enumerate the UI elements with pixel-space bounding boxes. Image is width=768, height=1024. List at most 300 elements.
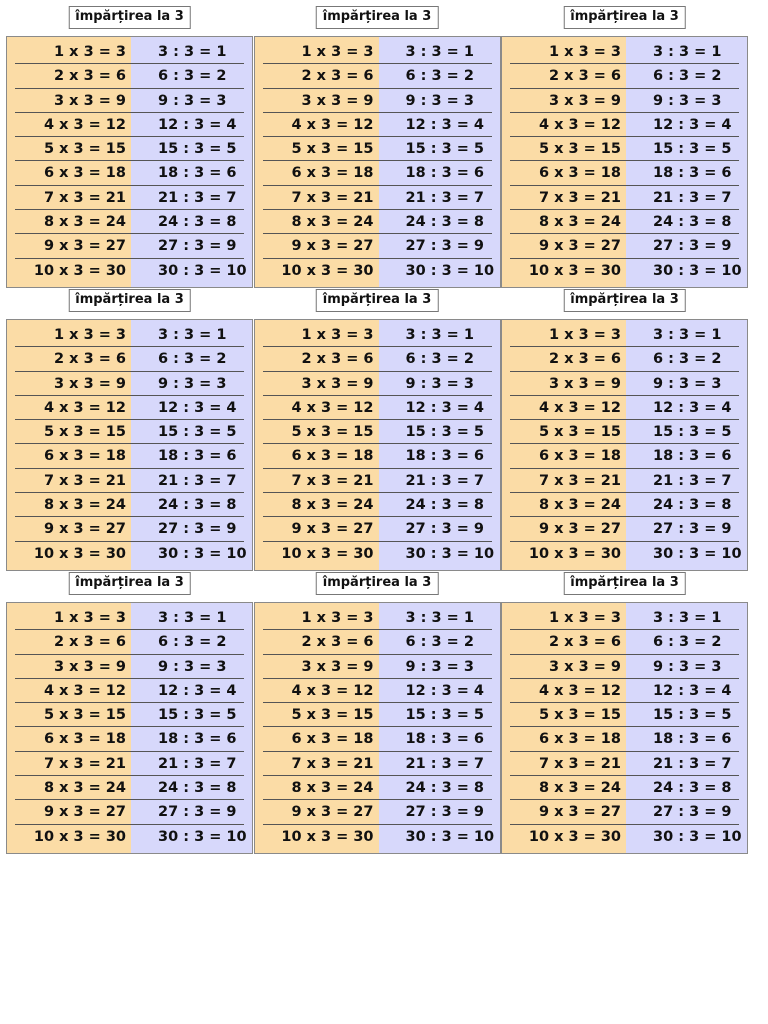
table-row (7, 630, 252, 654)
multiplication-fact: 4 x 3 = 12 (43, 399, 126, 416)
division-fact: 30 : 3 = 10 (653, 262, 742, 279)
multiplication-fact: 6 x 3 = 18 (43, 731, 126, 748)
division-fact: 6 : 3 = 2 (158, 68, 227, 85)
card-title: împărțirea la 3 (68, 289, 191, 312)
division-fact: 3 : 3 = 1 (405, 610, 474, 626)
division-fact: 3 : 3 = 1 (158, 610, 227, 626)
table-row (7, 606, 252, 630)
division-fact: 15 : 3 = 5 (158, 141, 237, 158)
table-row (255, 64, 500, 88)
multiplication-fact: 2 x 3 = 6 (301, 634, 374, 651)
division-fact: 15 : 3 = 5 (653, 424, 732, 441)
division-fact: 27 : 3 = 9 (158, 521, 237, 538)
table-row (255, 347, 500, 371)
multiplication-fact: 6 x 3 = 18 (291, 731, 374, 748)
table-row (502, 347, 747, 371)
division-fact: 3 : 3 = 1 (158, 327, 227, 343)
table-row (255, 776, 500, 800)
division-fact: 27 : 3 = 9 (405, 521, 484, 538)
multiplication-fact: 5 x 3 = 15 (291, 424, 374, 441)
multiplication-fact: 4 x 3 = 12 (291, 399, 374, 416)
division-fact: 9 : 3 = 3 (653, 375, 722, 392)
table-row (502, 234, 747, 258)
multiplication-fact: 6 x 3 = 18 (291, 165, 374, 182)
times-table (254, 319, 501, 571)
table-row (7, 234, 252, 258)
multiplication-fact: 2 x 3 = 6 (54, 351, 126, 368)
multiplication-fact: 4 x 3 = 12 (291, 682, 374, 699)
division-fact: 21 : 3 = 7 (653, 189, 732, 206)
multiplication-fact: 5 x 3 = 15 (538, 707, 621, 724)
division-fact: 6 : 3 = 2 (653, 634, 722, 651)
table-row (502, 493, 747, 517)
table-row (502, 186, 747, 210)
card-row (6, 566, 748, 849)
table-row (7, 703, 252, 727)
division-fact: 30 : 3 = 10 (405, 262, 495, 279)
division-fact: 18 : 3 = 6 (405, 731, 484, 748)
division-fact: 27 : 3 = 9 (653, 238, 732, 255)
multiplication-fact: 10 x 3 = 30 (528, 262, 621, 279)
division-fact: 24 : 3 = 8 (653, 497, 732, 514)
division-fact: 3 : 3 = 1 (158, 44, 227, 60)
table-row (502, 606, 747, 630)
multiplication-fact: 10 x 3 = 30 (281, 828, 374, 845)
table-row (255, 606, 500, 630)
division-fact: 27 : 3 = 9 (405, 238, 484, 255)
multiplication-fact: 3 x 3 = 9 (301, 658, 374, 675)
multiplication-fact: 1 x 3 = 3 (549, 327, 621, 343)
multiplication-fact: 8 x 3 = 24 (43, 497, 126, 514)
table-row (255, 234, 500, 258)
card-row (6, 283, 748, 566)
multiplication-fact: 1 x 3 = 3 (301, 327, 374, 343)
multiplication-fact: 4 x 3 = 12 (538, 399, 621, 416)
table-row (502, 727, 747, 751)
division-fact: 9 : 3 = 3 (405, 92, 474, 109)
table-row (502, 679, 747, 703)
table-row (502, 396, 747, 420)
multiplication-fact: 1 x 3 = 3 (301, 44, 374, 60)
times-table (6, 602, 253, 854)
division-fact: 18 : 3 = 6 (653, 448, 732, 465)
table-row (7, 396, 252, 420)
multiplication-fact: 10 x 3 = 30 (33, 262, 126, 279)
division-fact: 12 : 3 = 4 (158, 682, 237, 699)
division-fact: 9 : 3 = 3 (158, 375, 227, 392)
multiplication-fact: 8 x 3 = 24 (291, 214, 374, 231)
multiplication-fact: 4 x 3 = 12 (291, 116, 374, 133)
table-row (7, 752, 252, 776)
card-row (6, 0, 748, 283)
multiplication-fact: 1 x 3 = 3 (54, 44, 126, 60)
multiplication-fact: 3 x 3 = 9 (549, 92, 621, 109)
table-row (7, 655, 252, 679)
card-title: împărțirea la 3 (563, 289, 686, 312)
division-fact: 27 : 3 = 9 (158, 804, 237, 821)
table-row (502, 703, 747, 727)
table-row (255, 137, 500, 161)
division-fact: 15 : 3 = 5 (653, 141, 732, 158)
table-row (7, 161, 252, 185)
table-row (502, 372, 747, 396)
multiplication-fact: 1 x 3 = 3 (301, 610, 374, 626)
multiplication-fact: 8 x 3 = 24 (43, 214, 126, 231)
division-fact: 18 : 3 = 6 (653, 165, 732, 182)
times-table (6, 36, 253, 288)
times-table (6, 319, 253, 571)
multiplication-fact: 5 x 3 = 15 (43, 141, 126, 158)
table-row (502, 89, 747, 113)
table-row (7, 347, 252, 371)
division-fact: 18 : 3 = 6 (158, 731, 237, 748)
times-table (501, 602, 748, 854)
multiplication-fact: 3 x 3 = 9 (54, 658, 126, 675)
division-fact: 21 : 3 = 7 (158, 189, 237, 206)
division-fact: 18 : 3 = 6 (158, 165, 237, 182)
division-fact: 21 : 3 = 7 (158, 472, 237, 489)
times-table (254, 602, 501, 854)
division-fact: 27 : 3 = 9 (653, 804, 732, 821)
division-fact: 9 : 3 = 3 (158, 92, 227, 109)
multiplication-fact: 9 x 3 = 27 (538, 521, 621, 538)
multiplication-fact: 7 x 3 = 21 (43, 189, 126, 206)
division-fact: 12 : 3 = 4 (158, 399, 237, 416)
multiplication-fact: 3 x 3 = 9 (549, 658, 621, 675)
multiplication-fact: 7 x 3 = 21 (43, 472, 126, 489)
division-fact: 27 : 3 = 9 (653, 521, 732, 538)
table-row (502, 323, 747, 347)
division-fact: 24 : 3 = 8 (405, 214, 484, 231)
division-fact: 30 : 3 = 10 (653, 828, 742, 845)
division-fact: 18 : 3 = 6 (158, 448, 237, 465)
division-fact: 12 : 3 = 4 (405, 682, 484, 699)
multiplication-fact: 8 x 3 = 24 (291, 497, 374, 514)
division-fact: 12 : 3 = 4 (653, 682, 732, 699)
table-row (7, 493, 252, 517)
multiplication-fact: 9 x 3 = 27 (43, 804, 126, 821)
division-fact: 24 : 3 = 8 (158, 780, 237, 797)
division-fact: 24 : 3 = 8 (653, 780, 732, 797)
division-fact: 21 : 3 = 7 (653, 472, 732, 489)
table-row (255, 40, 500, 64)
division-fact: 27 : 3 = 9 (158, 238, 237, 255)
division-fact: 30 : 3 = 10 (405, 828, 495, 845)
multiplication-fact: 1 x 3 = 3 (54, 610, 126, 626)
table-row (502, 776, 747, 800)
division-fact: 9 : 3 = 3 (405, 375, 474, 392)
multiplication-fact: 4 x 3 = 12 (538, 116, 621, 133)
division-fact: 6 : 3 = 2 (405, 68, 474, 85)
division-card (501, 0, 748, 283)
multiplication-fact: 10 x 3 = 30 (528, 545, 621, 562)
table-row (7, 420, 252, 444)
table-row (7, 64, 252, 88)
multiplication-fact: 6 x 3 = 18 (538, 731, 621, 748)
division-fact: 24 : 3 = 8 (405, 497, 484, 514)
table-row (502, 137, 747, 161)
division-fact: 12 : 3 = 4 (405, 399, 484, 416)
multiplication-fact: 5 x 3 = 15 (291, 707, 374, 724)
table-row (502, 64, 747, 88)
table-row (502, 752, 747, 776)
multiplication-fact: 10 x 3 = 30 (281, 262, 374, 279)
table-row (7, 679, 252, 703)
table-row (7, 372, 252, 396)
division-fact: 21 : 3 = 7 (405, 472, 484, 489)
multiplication-fact: 8 x 3 = 24 (538, 497, 621, 514)
division-fact: 9 : 3 = 3 (158, 658, 227, 675)
division-fact: 6 : 3 = 2 (405, 351, 474, 368)
table-row (502, 420, 747, 444)
table-row (7, 210, 252, 234)
table-row (7, 89, 252, 113)
multiplication-fact: 2 x 3 = 6 (301, 351, 374, 368)
multiplication-fact: 5 x 3 = 15 (43, 707, 126, 724)
table-row (255, 493, 500, 517)
multiplication-fact: 7 x 3 = 21 (43, 755, 126, 772)
multiplication-fact: 4 x 3 = 12 (538, 682, 621, 699)
card-title: împărțirea la 3 (316, 6, 439, 29)
table-row (7, 517, 252, 541)
multiplication-fact: 8 x 3 = 24 (538, 214, 621, 231)
table-row (7, 137, 252, 161)
card-title: împărțirea la 3 (316, 289, 439, 312)
multiplication-fact: 3 x 3 = 9 (301, 375, 374, 392)
times-table (501, 319, 748, 571)
multiplication-fact: 10 x 3 = 30 (528, 828, 621, 845)
division-fact: 24 : 3 = 8 (158, 214, 237, 231)
division-fact: 30 : 3 = 10 (653, 545, 742, 562)
table-row (255, 727, 500, 751)
table-row (255, 372, 500, 396)
multiplication-fact: 2 x 3 = 6 (301, 68, 374, 85)
multiplication-fact: 7 x 3 = 21 (291, 472, 374, 489)
division-fact: 9 : 3 = 3 (405, 658, 474, 675)
multiplication-fact: 9 x 3 = 27 (291, 238, 374, 255)
division-fact: 15 : 3 = 5 (158, 424, 237, 441)
card-title: împărțirea la 3 (68, 572, 191, 595)
division-fact: 15 : 3 = 5 (158, 707, 237, 724)
card-title: împărțirea la 3 (316, 572, 439, 595)
worksheet (6, 0, 748, 849)
table-row (255, 89, 500, 113)
division-fact: 18 : 3 = 6 (405, 448, 484, 465)
multiplication-fact: 2 x 3 = 6 (54, 68, 126, 85)
multiplication-fact: 3 x 3 = 9 (301, 92, 374, 109)
division-card (501, 283, 748, 566)
table-row (502, 542, 747, 566)
multiplication-fact: 3 x 3 = 9 (54, 375, 126, 392)
table-row (255, 420, 500, 444)
division-card (254, 0, 501, 283)
table-row (255, 259, 500, 283)
division-fact: 24 : 3 = 8 (158, 497, 237, 514)
table-row (502, 210, 747, 234)
table-row (502, 40, 747, 64)
division-fact: 6 : 3 = 2 (158, 351, 227, 368)
division-fact: 12 : 3 = 4 (158, 116, 237, 133)
multiplication-fact: 9 x 3 = 27 (538, 804, 621, 821)
multiplication-fact: 10 x 3 = 30 (33, 828, 126, 845)
division-fact: 24 : 3 = 8 (653, 214, 732, 231)
division-fact: 30 : 3 = 10 (158, 828, 247, 845)
division-fact: 12 : 3 = 4 (653, 116, 732, 133)
multiplication-fact: 7 x 3 = 21 (538, 755, 621, 772)
division-fact: 18 : 3 = 6 (405, 165, 484, 182)
multiplication-fact: 6 x 3 = 18 (538, 448, 621, 465)
division-fact: 3 : 3 = 1 (653, 610, 722, 626)
table-row (7, 800, 252, 824)
multiplication-fact: 4 x 3 = 12 (43, 682, 126, 699)
multiplication-fact: 2 x 3 = 6 (549, 68, 621, 85)
table-row (255, 800, 500, 824)
division-card (254, 283, 501, 566)
table-row (255, 186, 500, 210)
multiplication-fact: 2 x 3 = 6 (54, 634, 126, 651)
multiplication-fact: 6 x 3 = 18 (43, 448, 126, 465)
multiplication-fact: 5 x 3 = 15 (43, 424, 126, 441)
multiplication-fact: 2 x 3 = 6 (549, 634, 621, 651)
table-row (255, 469, 500, 493)
multiplication-fact: 7 x 3 = 21 (538, 472, 621, 489)
table-row (255, 655, 500, 679)
times-table (501, 36, 748, 288)
multiplication-fact: 5 x 3 = 15 (291, 141, 374, 158)
division-fact: 15 : 3 = 5 (405, 141, 484, 158)
card-title: împărțirea la 3 (563, 572, 686, 595)
division-card (6, 0, 253, 283)
multiplication-fact: 6 x 3 = 18 (538, 165, 621, 182)
table-row (502, 655, 747, 679)
table-row (7, 40, 252, 64)
multiplication-fact: 8 x 3 = 24 (291, 780, 374, 797)
division-fact: 6 : 3 = 2 (653, 351, 722, 368)
table-row (7, 469, 252, 493)
table-row (502, 161, 747, 185)
multiplication-fact: 8 x 3 = 24 (538, 780, 621, 797)
multiplication-fact: 3 x 3 = 9 (549, 375, 621, 392)
table-row (255, 517, 500, 541)
multiplication-fact: 6 x 3 = 18 (291, 448, 374, 465)
multiplication-fact: 3 x 3 = 9 (54, 92, 126, 109)
card-title: împărțirea la 3 (68, 6, 191, 29)
multiplication-fact: 1 x 3 = 3 (549, 44, 621, 60)
multiplication-fact: 9 x 3 = 27 (43, 238, 126, 255)
division-fact: 3 : 3 = 1 (653, 44, 722, 60)
table-row (7, 186, 252, 210)
division-fact: 30 : 3 = 10 (158, 262, 247, 279)
table-row (7, 444, 252, 468)
multiplication-fact: 9 x 3 = 27 (291, 521, 374, 538)
division-card (6, 283, 253, 566)
multiplication-fact: 9 x 3 = 27 (538, 238, 621, 255)
division-fact: 12 : 3 = 4 (653, 399, 732, 416)
division-fact: 9 : 3 = 3 (653, 92, 722, 109)
table-row (255, 630, 500, 654)
table-row (502, 800, 747, 824)
division-fact: 30 : 3 = 10 (405, 545, 495, 562)
times-table (254, 36, 501, 288)
division-fact: 21 : 3 = 7 (405, 755, 484, 772)
table-row (255, 396, 500, 420)
division-fact: 30 : 3 = 10 (158, 545, 247, 562)
division-fact: 15 : 3 = 5 (405, 424, 484, 441)
table-row (7, 776, 252, 800)
multiplication-fact: 4 x 3 = 12 (43, 116, 126, 133)
table-row (502, 630, 747, 654)
table-row (502, 113, 747, 137)
multiplication-fact: 5 x 3 = 15 (538, 141, 621, 158)
division-fact: 3 : 3 = 1 (405, 44, 474, 60)
division-fact: 21 : 3 = 7 (653, 755, 732, 772)
table-row (255, 444, 500, 468)
multiplication-fact: 8 x 3 = 24 (43, 780, 126, 797)
multiplication-fact: 2 x 3 = 6 (549, 351, 621, 368)
table-row (255, 161, 500, 185)
multiplication-fact: 7 x 3 = 21 (538, 189, 621, 206)
division-fact: 21 : 3 = 7 (158, 755, 237, 772)
table-row (7, 825, 252, 849)
table-row (502, 259, 747, 283)
division-fact: 24 : 3 = 8 (405, 780, 484, 797)
division-card (6, 566, 253, 849)
multiplication-fact: 1 x 3 = 3 (549, 610, 621, 626)
table-row (502, 825, 747, 849)
table-row (7, 727, 252, 751)
division-fact: 6 : 3 = 2 (158, 634, 227, 651)
table-row (255, 825, 500, 849)
division-card (254, 566, 501, 849)
table-row (255, 703, 500, 727)
division-fact: 12 : 3 = 4 (405, 116, 484, 133)
multiplication-fact: 7 x 3 = 21 (291, 189, 374, 206)
card-title: împărțirea la 3 (563, 6, 686, 29)
table-row (7, 323, 252, 347)
table-row (255, 679, 500, 703)
table-row (255, 323, 500, 347)
table-row (7, 542, 252, 566)
division-fact: 15 : 3 = 5 (653, 707, 732, 724)
multiplication-fact: 10 x 3 = 30 (281, 545, 374, 562)
division-card (501, 566, 748, 849)
multiplication-fact: 9 x 3 = 27 (291, 804, 374, 821)
multiplication-fact: 7 x 3 = 21 (291, 755, 374, 772)
division-fact: 6 : 3 = 2 (653, 68, 722, 85)
multiplication-fact: 10 x 3 = 30 (33, 545, 126, 562)
division-fact: 3 : 3 = 1 (653, 327, 722, 343)
table-row (255, 542, 500, 566)
division-fact: 3 : 3 = 1 (405, 327, 474, 343)
division-fact: 15 : 3 = 5 (405, 707, 484, 724)
multiplication-fact: 9 x 3 = 27 (43, 521, 126, 538)
multiplication-fact: 5 x 3 = 15 (538, 424, 621, 441)
table-row (502, 517, 747, 541)
division-fact: 18 : 3 = 6 (653, 731, 732, 748)
division-fact: 9 : 3 = 3 (653, 658, 722, 675)
division-fact: 21 : 3 = 7 (405, 189, 484, 206)
multiplication-fact: 6 x 3 = 18 (43, 165, 126, 182)
division-fact: 27 : 3 = 9 (405, 804, 484, 821)
division-fact: 6 : 3 = 2 (405, 634, 474, 651)
table-row (255, 210, 500, 234)
table-row (255, 113, 500, 137)
table-row (255, 752, 500, 776)
table-row (7, 259, 252, 283)
table-row (502, 444, 747, 468)
multiplication-fact: 1 x 3 = 3 (54, 327, 126, 343)
table-row (7, 113, 252, 137)
